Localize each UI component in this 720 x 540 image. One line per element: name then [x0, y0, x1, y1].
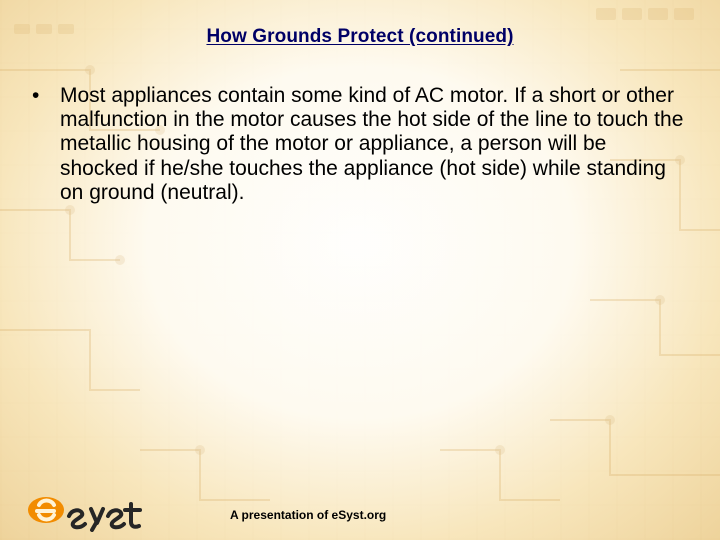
bullet-list — [32, 84, 692, 205]
esyst-logo — [24, 488, 152, 532]
bullet-text: Most appliances contain some kind of AC motor. If a short or other malfunction in the motor causes the hot side of the line to touch the metallic housing of the motor or appliance, a person will be shocked if he/she touches the appliance (hot side) while standing on ground (neutral). — [60, 84, 684, 204]
list-item — [32, 84, 692, 205]
bullet-icon: • — [32, 84, 40, 107]
slide-title: How Grounds Protect (continued) — [206, 26, 514, 47]
footer-text: A presentation of eSyst.org — [230, 508, 387, 522]
